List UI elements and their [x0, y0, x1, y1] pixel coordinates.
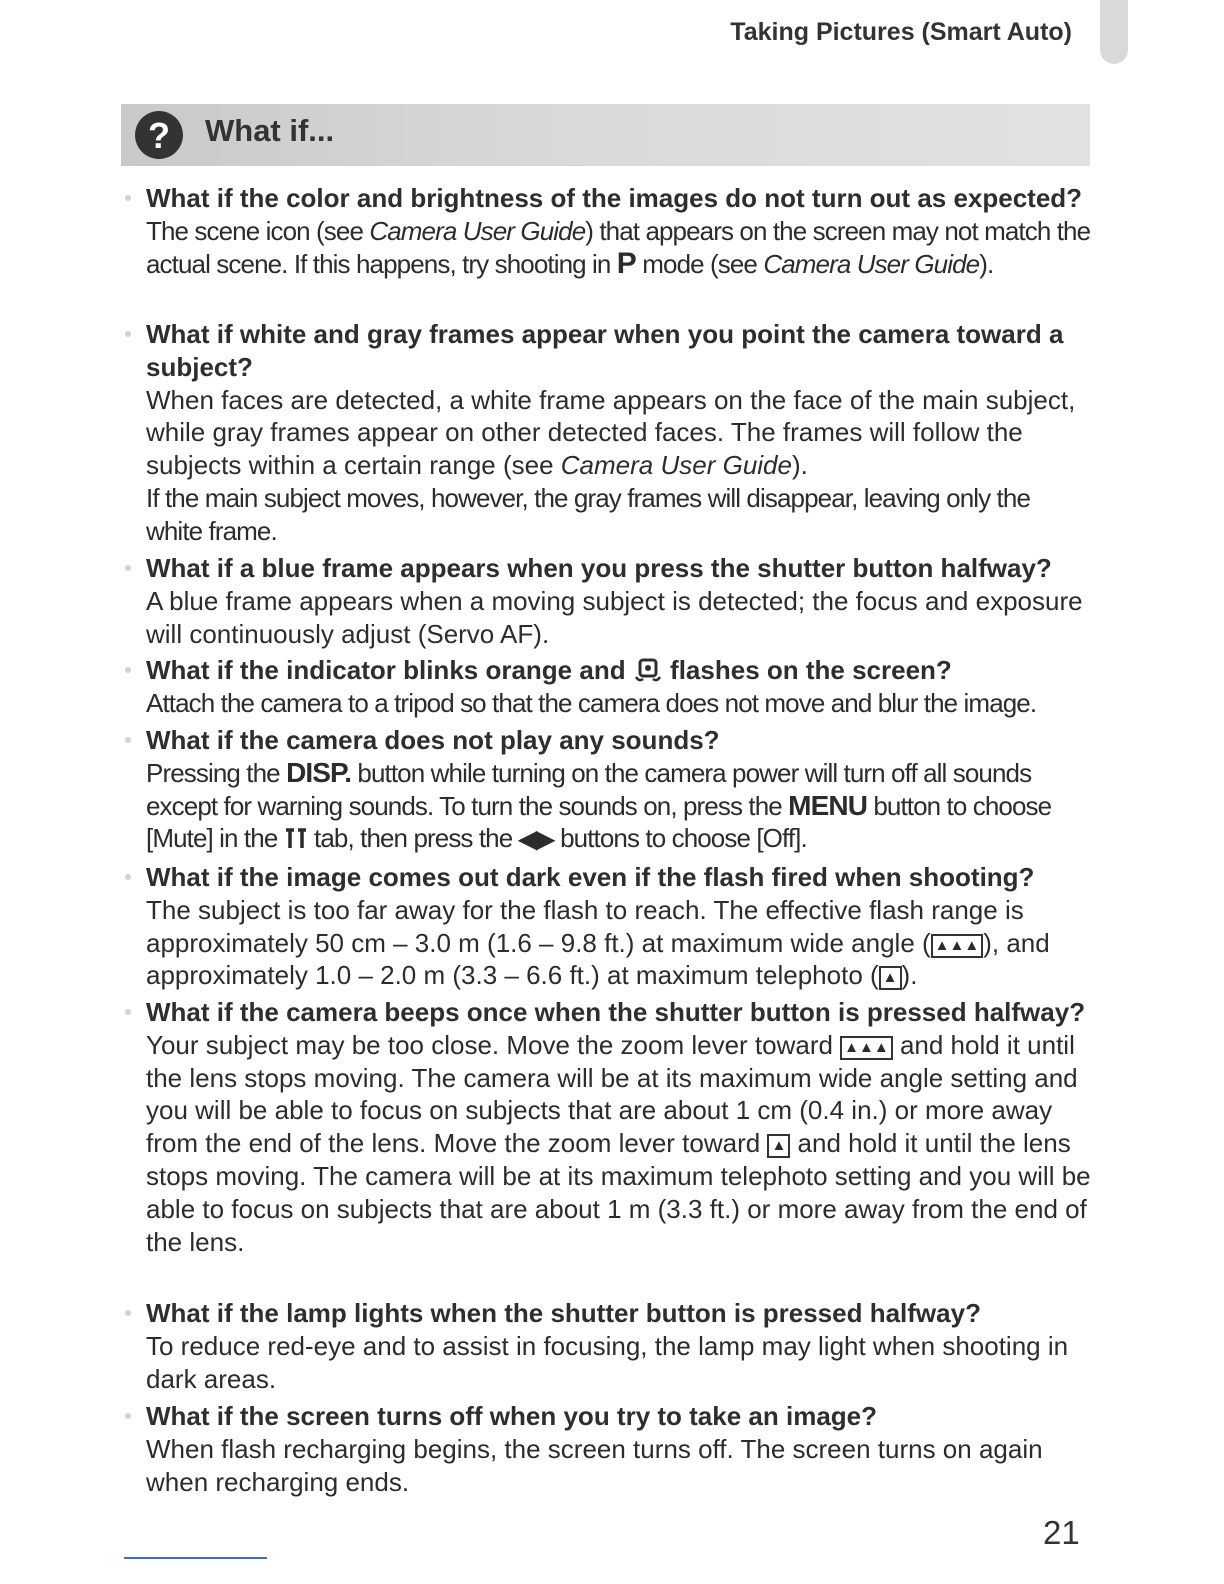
- faq-answer: A blue frame appears when a moving subject is detected; the focus and exposure will continuously adjust (Servo AF).: [146, 585, 1083, 649]
- faq-item: [146, 182, 1091, 280]
- bullet-dot: [125, 1009, 131, 1015]
- faq-item: [146, 861, 1091, 992]
- faq-answer: The scene icon (see Camera User Guide) that appears on the screen may not match the actual scene. If this happens, try shooting in P mode (see Camera User Guide).: [146, 215, 1091, 280]
- page-header-title: Taking Pictures (Smart Auto): [730, 18, 1072, 46]
- faq-question: What if white and gray frames appear when you point the camera toward a subject?: [146, 319, 1064, 382]
- bullet-dot: [125, 874, 131, 880]
- faq-question: What if the image comes out dark even if the flash fired when shooting?: [146, 862, 1035, 892]
- faq-answer: Your subject may be too close. Move the zoom lever toward ▲▲▲ and hold it until the lens stops moving. The camera will be at its maximum wide angle setting and you will be able to focus on subjects that are about 1 cm (0.4 in.) or more away from the end of the lens. Move the zoom lever toward ▲ and hold it until the lens stops moving. The camera will be at its maximum telephoto setting and you will be able to focus on subjects that are about 1 m (3.3 ft.) or more away from the end of the lens.: [146, 1029, 1091, 1257]
- question-mark-icon: ?: [135, 111, 183, 159]
- menu-button-label: MENU: [788, 789, 868, 821]
- faq-item: [146, 996, 1091, 1258]
- guide-reference: Camera User Guide: [560, 450, 792, 481]
- faq-item: [146, 552, 1091, 650]
- faq-question: What if the camera does not play any sounds?: [146, 725, 720, 755]
- bullet-dot: [125, 195, 131, 201]
- faq-question: What if the camera beeps once when the shutter button is pressed halfway?: [146, 997, 1086, 1027]
- faq-item: [146, 1400, 1091, 1498]
- faq-question: What if a blue frame appears when you press the shutter button halfway?: [146, 553, 1052, 583]
- faq-answer: If the main subject moves, however, the gray frames will disappear, leaving only the white frame.: [146, 482, 1031, 546]
- banner-title: What if...: [205, 113, 335, 148]
- bullet-dot: [125, 737, 131, 743]
- bullet-dot: [125, 667, 131, 673]
- bullet-dot: [125, 565, 131, 571]
- faq-question: What if the screen turns off when you try to take an image?: [146, 1401, 877, 1431]
- guide-reference: Camera User Guide: [763, 248, 980, 279]
- faq-answer: Pressing the DISP. button while turning on the camera power will turn off all sounds except for warning sounds. To turn the sounds on, press the MENU button to choose [Mute] in the tab, then press the ◀▶ buttons to choose [Off].: [146, 756, 1052, 854]
- program-mode-icon: P: [616, 246, 636, 280]
- chapter-edge-tab: [1100, 0, 1128, 64]
- camera-shake-icon: [633, 655, 663, 685]
- faq-question: What if the color and brightness of the images do not turn out as expected?: [146, 183, 1083, 213]
- disp-button-label: DISP.: [286, 756, 352, 788]
- faq-answer: The subject is too far away for the flash to reach. The effective flash range is approximately 50 cm – 3.0 m (1.6 – 9.8 ft.) at maximum wide angle ( ▲▲▲ ), and approximately 1.0 – 2.0 m (3.3 – 6.6 ft.) at maximum telephoto ( ▲ ).: [146, 894, 1050, 991]
- faq-question: What if the lamp lights when the shutter button is pressed halfway?: [146, 1298, 981, 1328]
- what-if-banner: [121, 104, 1090, 166]
- faq-answer: Attach the camera to a tripod so that the camera does not move and blur the image.: [146, 687, 1037, 718]
- wide-angle-icon: ▲▲▲: [840, 1036, 893, 1060]
- faq-item: [146, 654, 1091, 720]
- faq-answer: When flash recharging begins, the screen turns off. The screen turns on again when recharging ends.: [146, 1433, 1043, 1497]
- faq-item: [146, 724, 1091, 857]
- bullet-dot: [125, 331, 131, 337]
- bullet-dot: [125, 1413, 131, 1419]
- telephoto-icon: ▲: [879, 966, 902, 990]
- telephoto-icon: ▲: [767, 1134, 790, 1158]
- page-number: 21: [1043, 1514, 1080, 1551]
- bottom-rule: [124, 1557, 267, 1559]
- bullet-dot: [125, 1310, 131, 1316]
- settings-tab-icon: [284, 823, 308, 853]
- faq-item: [146, 318, 1091, 548]
- faq-question: What if the indicator blinks orange and flashes on the screen?: [146, 655, 952, 685]
- faq-answer: To reduce red-eye and to assist in focusing, the lamp may light when shooting in dark areas.: [146, 1330, 1069, 1394]
- wide-angle-icon: ▲▲▲: [931, 934, 984, 958]
- faq-answer: When faces are detected, a white frame appears on the face of the main subject, while gray frames appear on other detected faces. The frames will follow the subjects within a certain range (see Camera User Guide).: [146, 384, 1076, 481]
- left-right-arrows-icon: ◀▶: [518, 826, 554, 854]
- faq-item: [146, 1297, 1091, 1395]
- guide-reference: Camera User Guide: [369, 215, 586, 246]
